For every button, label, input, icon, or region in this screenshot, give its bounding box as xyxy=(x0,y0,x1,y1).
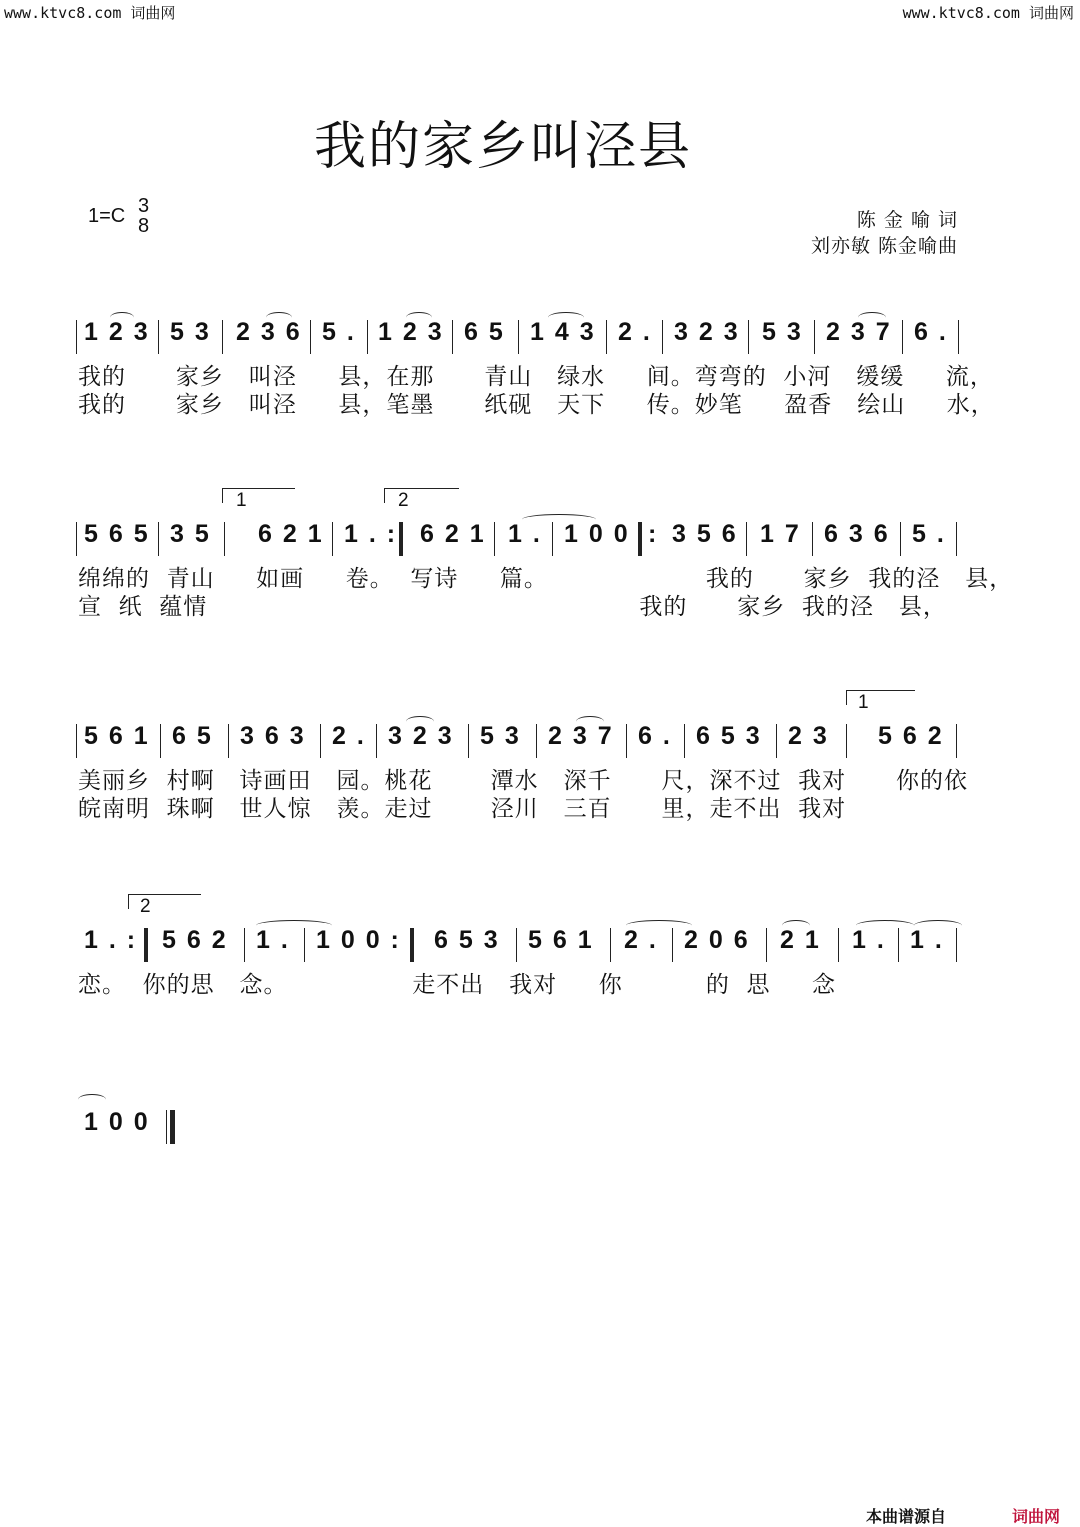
time-denominator: 8 xyxy=(138,215,150,237)
barline xyxy=(228,724,229,758)
measure-notes: 3 6 3 xyxy=(240,722,306,750)
measure-notes: 3 5 6 xyxy=(672,520,738,548)
barline xyxy=(606,320,607,354)
repeat-dots: : xyxy=(648,520,659,548)
measure-notes: 1 . : xyxy=(84,926,138,954)
measure-notes: 6 2 1 xyxy=(258,520,324,548)
barline xyxy=(518,320,519,354)
measure-notes: 1 0 0 : xyxy=(316,926,401,954)
measure-notes: 1 7 xyxy=(760,520,801,548)
barline xyxy=(766,928,767,962)
barline xyxy=(748,320,749,354)
volta-bracket-2 xyxy=(384,488,459,503)
lyricist-credit: 陈 金 喻 词 xyxy=(856,209,958,231)
key-signature: 1=C xyxy=(88,205,126,227)
barline xyxy=(376,724,377,758)
volta-number: 2 xyxy=(398,490,409,511)
barline xyxy=(222,320,223,354)
volta-bracket-1 xyxy=(846,690,915,705)
measure-notes: 5 3 xyxy=(762,318,803,346)
barline xyxy=(814,320,815,354)
measure-notes: 5 6 5 xyxy=(84,520,150,548)
barline xyxy=(310,320,311,354)
measure-notes: 2 3 xyxy=(788,722,829,750)
measure-notes: 1 . xyxy=(508,520,542,548)
barline xyxy=(662,320,663,354)
barline xyxy=(158,522,159,556)
measure-notes: 6 . xyxy=(638,722,672,750)
barline xyxy=(76,320,77,354)
measure-notes: 1 2 3 xyxy=(378,318,444,346)
lyrics-verse-1: 我的 家乡 叫泾 县，在那 青山 绿水 间。弯弯的 小河 缓缓 流， xyxy=(78,364,994,390)
time-signature xyxy=(138,196,149,236)
measure-notes: 2 3 6 xyxy=(236,318,302,346)
measure-notes: 5 3 xyxy=(170,318,211,346)
measure-notes: 2 . xyxy=(332,722,366,750)
measure-notes: 2 . xyxy=(618,318,652,346)
measure-notes: 1 . xyxy=(256,926,290,954)
barline xyxy=(304,928,305,962)
measure-notes: 2 3 7 xyxy=(826,318,892,346)
barline xyxy=(332,522,333,556)
measure-notes: 1 . xyxy=(852,926,886,954)
measure-notes: 5 . xyxy=(912,520,946,548)
measure-notes: 5 6 2 xyxy=(878,722,944,750)
barline xyxy=(536,724,537,758)
barline xyxy=(452,320,453,354)
measure-notes: 5 3 xyxy=(480,722,521,750)
barline xyxy=(468,724,469,758)
repeat-end-barline xyxy=(399,522,403,556)
barline xyxy=(672,928,673,962)
measure-notes: 6 5 xyxy=(172,722,213,750)
barline xyxy=(958,320,959,354)
barline xyxy=(900,522,901,556)
repeat-end-barline xyxy=(144,928,148,962)
barline xyxy=(956,928,957,962)
measure-notes: 1 . : xyxy=(344,520,398,548)
barline xyxy=(244,928,245,962)
barline xyxy=(956,522,957,556)
barline xyxy=(838,928,839,962)
source-note: 本曲谱源自 xyxy=(866,1507,947,1526)
measure-notes: 2 . xyxy=(624,926,658,954)
measure-notes: 1 0 0 xyxy=(564,520,630,548)
measure-notes: 5 6 1 xyxy=(528,926,594,954)
site-watermark-left: www.ktvc8.com 词曲网 xyxy=(4,4,176,22)
lyrics-verse-2: 宣 纸 蕴情 我的 家乡 我的泾 县， xyxy=(78,594,947,620)
measure-notes: 2 3 7 xyxy=(548,722,614,750)
song-title: 我的家乡叫泾县 xyxy=(314,117,693,177)
barline xyxy=(846,724,847,758)
barline xyxy=(898,928,899,962)
measure-notes: 6 5 3 xyxy=(696,722,762,750)
measure-notes: 5 6 1 xyxy=(84,722,150,750)
volta-number: 1 xyxy=(858,692,869,713)
repeat-start-barline xyxy=(638,522,642,556)
volta-number: 1 xyxy=(236,490,247,511)
barline xyxy=(76,724,77,758)
measure-notes: 6 3 6 xyxy=(824,520,890,548)
final-barline-thick xyxy=(170,1110,175,1144)
measure-notes: 3 2 3 xyxy=(388,722,454,750)
composer-credit: 刘亦敏 陈金喻曲 xyxy=(810,235,958,257)
measure-notes: 5 6 2 xyxy=(162,926,228,954)
barline xyxy=(956,724,957,758)
barline xyxy=(76,522,77,556)
barline xyxy=(626,724,627,758)
repeat-end-barline xyxy=(410,928,414,962)
brand-logo: 词曲网 xyxy=(1012,1507,1061,1526)
site-watermark-right: www.ktvc8.com 词曲网 xyxy=(902,4,1074,22)
measure-notes: 6 . xyxy=(914,318,948,346)
barline xyxy=(684,724,685,758)
barline xyxy=(516,928,517,962)
measure-notes: 1 4 3 xyxy=(530,318,596,346)
measure-notes: 1 2 3 xyxy=(84,318,150,346)
barline xyxy=(320,724,321,758)
lyrics-verse-1: 恋。 你的思 念。 走不出 我对 你 的 思 念 xyxy=(78,972,836,998)
barline xyxy=(610,928,611,962)
barline xyxy=(812,522,813,556)
measure-notes: 2 1 xyxy=(780,926,821,954)
time-numerator: 3 xyxy=(138,195,150,217)
measure-notes: 5 . xyxy=(322,318,356,346)
barline xyxy=(158,320,159,354)
tie xyxy=(78,1094,106,1105)
volta-bracket-1 xyxy=(222,488,295,503)
measure-notes: 6 5 xyxy=(464,318,505,346)
barline xyxy=(494,522,495,556)
measure-notes: 3 5 xyxy=(170,520,211,548)
barline xyxy=(160,724,161,758)
measure-notes: 2 0 6 xyxy=(684,926,750,954)
barline xyxy=(902,320,903,354)
barline xyxy=(552,522,553,556)
lyrics-verse-2: 皖南明 珠啊 世人惊 羡。走过 泾川 三百 里，走不出 我对 xyxy=(78,796,847,822)
measure-notes: 6 2 1 xyxy=(420,520,486,548)
measure-notes: 1 0 0 xyxy=(84,1108,150,1136)
lyrics-verse-1: 美丽乡 村啊 诗画田 园。桃花 潭水 深千 尺，深不过 我对 你的依 xyxy=(78,768,968,794)
volta-bracket-2 xyxy=(128,894,201,909)
final-barline-thin xyxy=(166,1110,167,1144)
lyrics-verse-2: 我的 家乡 叫泾 县，笔墨 纸砚 天下 传。妙笔 盈香 绘山 水， xyxy=(78,392,995,418)
measure-notes: 1 . xyxy=(910,926,944,954)
volta-number: 2 xyxy=(140,896,151,917)
measure-notes: 3 2 3 xyxy=(674,318,740,346)
barline xyxy=(746,522,747,556)
measure-notes: 6 5 3 xyxy=(434,926,500,954)
score-row-5 xyxy=(0,1108,1080,1178)
barline xyxy=(224,522,225,556)
barline xyxy=(367,320,368,354)
lyrics-verse-1: 绵绵的 青山 如画 卷。 写诗 篇。 我的 家乡 我的泾 县， xyxy=(78,566,1014,592)
barline xyxy=(776,724,777,758)
